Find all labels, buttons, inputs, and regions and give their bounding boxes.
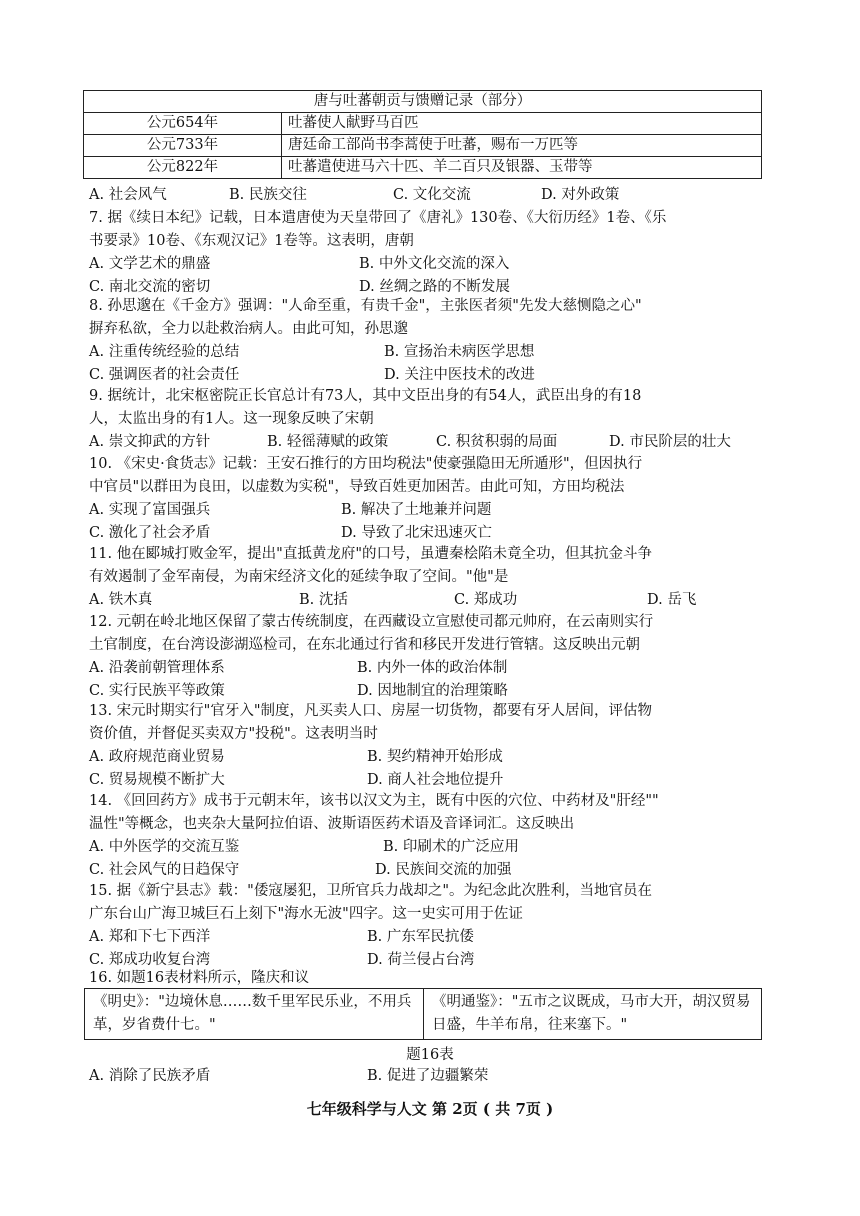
option-c[interactable]: C. 实行民族平等政策: [89, 683, 225, 699]
question-16-material-table: [84, 988, 762, 1040]
option-c[interactable]: C. 积贫积弱的局面: [436, 434, 558, 450]
table-row: [84, 135, 762, 157]
question-text: 15. 据《新宁县志》载："倭寇屡犯，卫所官兵力战却之"。为纪念此次胜利，当地官员在: [89, 883, 653, 899]
option-a[interactable]: A. 铁木真: [89, 592, 153, 608]
question-text: 16. 如题16表材料所示，隆庆和议: [89, 970, 310, 986]
table-caption: 题16表: [406, 1047, 454, 1063]
question-text: 12. 元朝在岭北地区保留了蒙古传统制度，在西藏设立宣慰使司都元帅府，在云南则实行: [89, 614, 654, 630]
table-row: [84, 157, 762, 179]
table-cell-year: 公元733年: [84, 135, 282, 157]
table-cell-mingshi: 《明史》："边境休息……数千里军民乐业，不用兵革，岁省费什七。": [85, 989, 424, 1040]
table-row: [85, 989, 762, 1040]
option-d[interactable]: D. 对外政策: [541, 187, 620, 203]
option-b[interactable]: B. 民族交往: [229, 187, 307, 203]
question-text: 书要录》10卷、《东观汉记》1卷等。这表明，唐朝: [89, 233, 414, 249]
question-text: 有效遏制了金军南侵，为南宋经济文化的延续争取了空间。"他"是: [89, 569, 509, 585]
question-text: 人，太监出身的有1人。这一现象反映了宋朝: [89, 411, 374, 427]
question-13: [89, 700, 779, 792]
option-d[interactable]: D. 关注中医技术的改进: [384, 367, 535, 383]
option-b[interactable]: B. 解决了土地兼并问题: [341, 502, 492, 518]
option-c[interactable]: C. 郑成功收复台湾: [89, 952, 211, 968]
table-cell-event: 吐蕃遣使进马六十匹、羊二百只及银器、玉带等: [282, 157, 762, 179]
option-c[interactable]: C. 社会风气的日趋保守: [89, 862, 240, 878]
option-b[interactable]: B. 沈括: [299, 592, 348, 608]
question-16: [89, 967, 779, 990]
table-cell-event: 唐廷命工部尚书李蒿使于吐蕃，赐布一万匹等: [282, 135, 762, 157]
table-cell-year: 公元654年: [84, 113, 282, 135]
question-12: [89, 611, 779, 703]
question-9: [89, 385, 779, 454]
option-b[interactable]: B. 印刷术的广泛应用: [383, 839, 519, 855]
option-a[interactable]: A. 中外医学的交流互鉴: [89, 839, 240, 855]
tang-tubo-record-table: [83, 90, 762, 179]
option-d[interactable]: D. 导致了北宋迅速灭亡: [341, 525, 492, 541]
question-text: 14. 《回回药方》成书于元朝末年，该书以汉文为主，既有中医的穴位、中药材及"肝经"": [89, 793, 659, 809]
option-b[interactable]: B. 轻徭薄赋的政策: [267, 434, 389, 450]
option-c[interactable]: C. 南北交流的密切: [89, 279, 211, 295]
question-text: 9. 据统计，北宋枢密院正长官总计有73人，其中文臣出身的有54人，武臣出身的有18: [89, 388, 642, 404]
question-text: 8. 孙思邈在《千金方》强调："人命至重，有贵千金"，主张医者须"先发大慈恻隐之心": [89, 298, 642, 314]
table-cell-event: 吐蕃使人献野马百匹: [282, 113, 762, 135]
option-b[interactable]: B. 宣扬治未病医学思想: [384, 344, 535, 360]
question-6-options: [89, 184, 779, 207]
question-text: 广东台山广海卫城巨石上刻下"海水无波"四字。这一史实可用于佐证: [89, 906, 523, 922]
option-a[interactable]: A. 沿袭前朝管理体系: [89, 660, 225, 676]
question-text: 土官制度，在台湾设澎湖巡检司，在东北通过行省和移民开发进行管辖。这反映出元朝: [89, 637, 640, 653]
option-b[interactable]: B. 契约精神开始形成: [367, 749, 503, 765]
option-c[interactable]: C. 郑成功: [454, 592, 518, 608]
option-a[interactable]: A. 实现了富国强兵: [89, 502, 211, 518]
question-text: 10. 《宋史·食货志》记载：王安石推行的方田均税法"使豪强隐田无所遁形"，但因执行: [89, 456, 643, 472]
table-cell-mingtongjian: 《明通鉴》："五市之议既成，马市大开，胡汉贸易日盛，牛羊布帛，往来塞下。": [424, 989, 762, 1040]
question-7: [89, 207, 779, 299]
option-d[interactable]: D. 市民阶层的壮大: [609, 434, 731, 450]
option-d[interactable]: D. 民族间交流的加强: [375, 862, 512, 878]
option-d[interactable]: D. 商人社会地位提升: [367, 772, 504, 788]
option-b[interactable]: B. 广东军民抗倭: [367, 929, 474, 945]
question-text: 摒弃私欲，全力以赴救治病人。由此可知，孙思邈: [89, 321, 408, 337]
table-title: 唐与吐蕃朝贡与馈赠记录（部分）: [84, 91, 762, 113]
option-a[interactable]: A. 注重传统经验的总结: [89, 344, 240, 360]
question-16-options: [89, 1065, 779, 1088]
question-11: [89, 543, 779, 612]
option-a[interactable]: A. 崇文抑武的方针: [89, 434, 211, 450]
page-footer: 七年级科学与人文 第 2页 ( 共 7页 ): [306, 1100, 554, 1118]
question-text: 中官员"以群田为良田，以虚数为实税"，导致百姓更加困苦。由此可知，方田均税法: [89, 479, 625, 495]
option-d[interactable]: D. 荷兰侵占台湾: [367, 952, 475, 968]
table-cell-year: 公元822年: [84, 157, 282, 179]
question-text: 11. 他在郾城打败金军，提出"直抵黄龙府"的口号，虽遭秦桧陷未竟全功，但其抗金斗争: [89, 546, 653, 562]
option-a[interactable]: A. 消除了民族矛盾: [89, 1068, 211, 1084]
option-a[interactable]: A. 郑和下七下西洋: [89, 929, 211, 945]
option-d[interactable]: D. 丝绸之路的不断发展: [359, 279, 510, 295]
option-b[interactable]: B. 促进了边疆繁荣: [367, 1068, 489, 1084]
option-b[interactable]: B. 内外一体的政治体制: [357, 660, 508, 676]
question-text: 13. 宋元时期实行"官牙入"制度，凡买卖人口、房屋一切货物，都要有牙人居间，评估物: [89, 703, 653, 719]
option-a[interactable]: A. 社会风气: [89, 187, 167, 203]
option-c[interactable]: C. 文化交流: [393, 187, 471, 203]
table-row: [84, 113, 762, 135]
question-10: [89, 453, 779, 545]
question-text: 7. 据《续日本纪》记载，日本遣唐使为天皇带回了《唐礼》130卷、《大衍历经》1卷、《乐: [89, 210, 667, 226]
option-b[interactable]: B. 中外文化交流的深入: [359, 256, 510, 272]
option-a[interactable]: A. 文学艺术的鼎盛: [89, 256, 211, 272]
question-text: 资价值，并督促买卖双方"投税"。这表明当时: [89, 726, 378, 742]
option-c[interactable]: C. 强调医者的社会责任: [89, 367, 240, 383]
question-text: 温性"等概念，也夹杂大量阿拉伯语、波斯语医药术语及音译词汇。这反映出: [89, 816, 575, 832]
option-c[interactable]: C. 贸易规模不断扩大: [89, 772, 225, 788]
option-a[interactable]: A. 政府规范商业贸易: [89, 749, 225, 765]
option-d[interactable]: D. 因地制宜的治理策略: [357, 683, 508, 699]
question-15: [89, 880, 779, 972]
option-d[interactable]: D. 岳飞: [647, 592, 697, 608]
question-14: [89, 790, 779, 882]
question-8: [89, 295, 779, 387]
option-c[interactable]: C. 激化了社会矛盾: [89, 525, 211, 541]
